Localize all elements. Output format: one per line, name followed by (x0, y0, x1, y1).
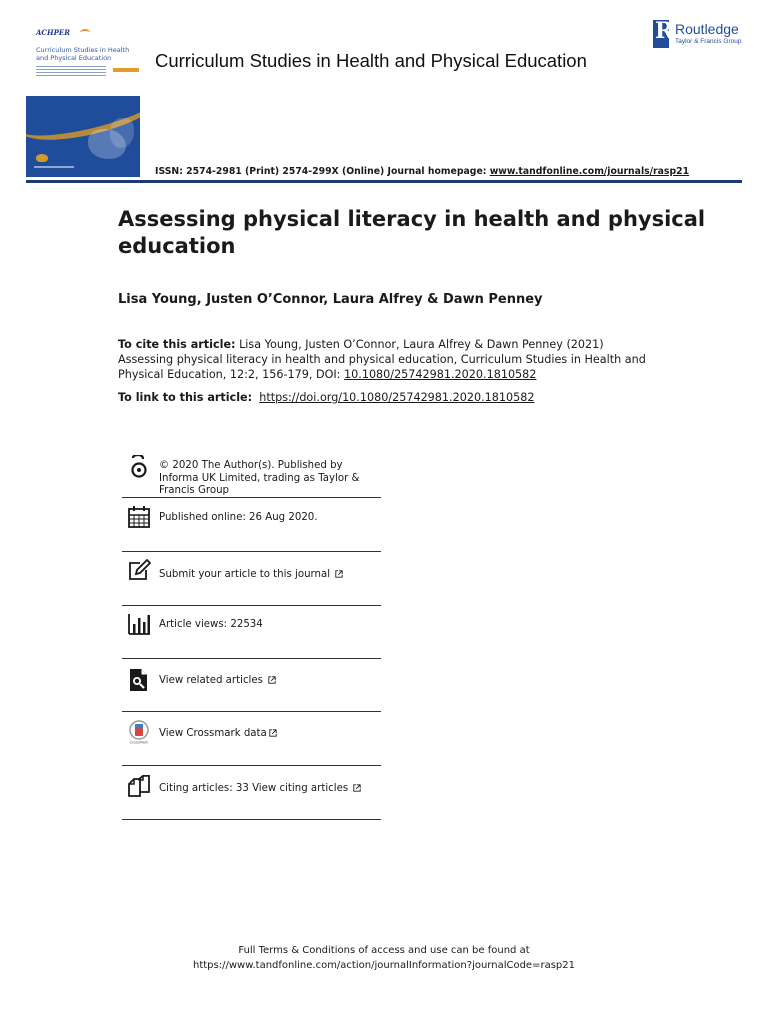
related-articles-link[interactable] (159, 675, 381, 688)
citing-articles-link[interactable] (159, 783, 381, 796)
journal-title: Curriculum Studies in Health and Physical Education (155, 50, 587, 71)
cover-logo-swoosh (80, 29, 90, 36)
terms-line-1: Full Terms & Conditions of access and use can be found at (238, 945, 530, 956)
crossmark-icon (127, 720, 151, 744)
issn-line (155, 166, 689, 177)
routledge-logo (653, 20, 747, 50)
views-row (122, 606, 381, 659)
external-link-icon (269, 729, 277, 737)
article-title: Assessing physical literacy in health and physical education (118, 207, 706, 258)
citing-articles-text: Citing articles: 33 View citing articles (159, 783, 349, 794)
submit-row[interactable] (122, 552, 381, 606)
cover-title: Curriculum Studies in Health and Physical Education (36, 46, 130, 62)
cite-text: Lisa Young, Justen O’Connor, Laura Alfrey & Dawn Penney (2021) Assessing physical literacy in health and physical education, Curriculum Studies in Health and Physical Education, 12:2, 156-179, DOI: (118, 338, 646, 381)
citation-block (118, 337, 658, 382)
crossmark-logo-text: CrossMark (129, 740, 149, 744)
related-row[interactable] (122, 659, 381, 712)
journal-cover-image (26, 24, 140, 177)
header-divider (26, 180, 742, 183)
open-access-icon (127, 455, 151, 479)
citing-articles-icon (127, 775, 151, 799)
article-info-list (122, 450, 381, 820)
cover-subtext (36, 66, 106, 76)
citing-row[interactable] (122, 766, 381, 820)
article-authors: Lisa Young, Justen O’Connor, Laura Alfrey & Dawn Penney (118, 292, 543, 307)
crossmark-link[interactable] (159, 728, 381, 741)
bar-chart-icon (127, 612, 151, 636)
terms-footer (0, 943, 768, 973)
routledge-r-icon: R (653, 20, 669, 48)
submit-article-text: Submit your article to this journal (159, 569, 331, 580)
open-access-row (122, 450, 381, 498)
external-link-icon (353, 784, 361, 792)
crossmark-row[interactable] (122, 712, 381, 766)
cover-tag (113, 68, 139, 72)
submit-article-link[interactable] (159, 569, 381, 582)
external-link-icon (268, 676, 276, 684)
journal-homepage-link[interactable]: www.tandfonline.com/journals/rasp21 (489, 166, 690, 177)
related-articles-icon (127, 668, 151, 692)
terms-link[interactable]: https://www.tandfonline.com/action/journalInformation?journalCode=rasp21 (193, 960, 575, 971)
article-link-line (118, 391, 534, 404)
edit-icon (127, 559, 151, 583)
related-articles-text: View related articles (159, 675, 263, 686)
published-row (122, 498, 381, 552)
cover-emblem (36, 154, 48, 162)
external-link-icon (335, 570, 343, 578)
cover-publisher-logo: ACHPER (36, 28, 71, 37)
article-views-text: Article views: 22534 (159, 619, 263, 630)
published-date-text: Published online: 26 Aug 2020. (159, 512, 318, 523)
link-label: To link to this article: (118, 391, 253, 404)
calendar-icon (127, 505, 151, 529)
cite-label: To cite this article: (118, 338, 236, 351)
publisher-name: Routledge (675, 21, 739, 37)
cover-small-text (34, 166, 74, 168)
publisher-subtitle: Taylor & Francis Group (675, 38, 742, 45)
open-access-text: © 2020 The Author(s). Published by Informa UK Limited, trading as Taylor & Francis Group (159, 460, 360, 496)
cite-doi-link[interactable]: 10.1080/25742981.2020.1810582 (344, 368, 537, 381)
issn-text: ISSN: 2574-2981 (Print) 2574-299X (Online) Journal homepage: (155, 166, 487, 177)
crossmark-text: View Crossmark data (159, 728, 267, 739)
article-doi-link[interactable]: https://doi.org/10.1080/25742981.2020.1810582 (259, 391, 535, 404)
